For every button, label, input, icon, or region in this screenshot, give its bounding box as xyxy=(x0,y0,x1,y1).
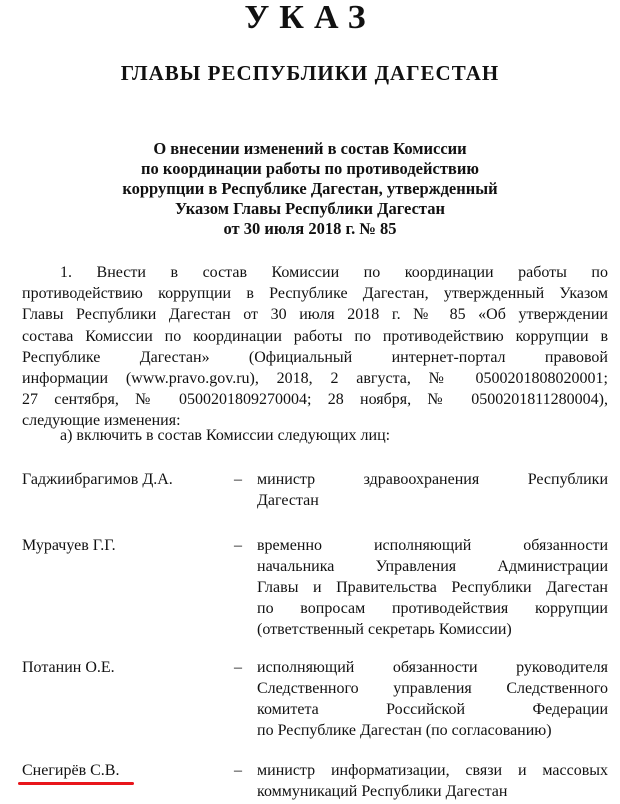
member-description-line: коммуникаций Республики Дагестан xyxy=(257,783,508,800)
paragraph-line: 1. Внести в состав Комиссии по координации работы по xyxy=(60,264,608,281)
member-description-line: по Республике Дагестан (по согласованию) xyxy=(257,722,552,739)
member-name: Потанин О.Е. xyxy=(22,659,115,676)
member-description-line: по вопросам противодействия коррупции xyxy=(257,600,608,617)
paragraph-line: следующие изменения: xyxy=(22,412,181,430)
member-description-line: Следственного управления Следственного xyxy=(257,680,608,697)
paragraph-line: противодействию коррупции в Республике Дагестан, утвержденный Указом xyxy=(22,285,608,303)
member-description xyxy=(257,657,608,741)
member-description-line: начальника Управления Администрации xyxy=(257,558,608,575)
paragraph-1 xyxy=(22,262,608,432)
member-description xyxy=(257,760,608,802)
paragraph-line: информации (www.pravo.gov.ru), 2018, 2 августа, № 0500201808020001; xyxy=(22,370,608,388)
member-name: Гаджиибрагимов Д.А. xyxy=(22,471,173,488)
member-name: Мурачуев Г.Г. xyxy=(22,537,116,554)
paragraph-line: Республике Дагестан» (Официальный интернет-портал правовой xyxy=(22,348,608,366)
heading-line: коррупции в Республике Дагестан, утвержденный xyxy=(122,179,498,198)
member-description-line: министр здравоохранения Республики xyxy=(257,471,608,488)
heading-line: от 30 июля 2018 г. № 85 xyxy=(223,219,397,238)
member-description-line: временно исполняющий обязанности xyxy=(257,537,608,554)
issuer-title: ГЛАВЫ РЕСПУБЛИКИ ДАГЕСТАН xyxy=(120,61,500,85)
paragraph-line: состава Комиссии по координации работы по противодействию коррупции в xyxy=(22,327,608,345)
red-underline-highlight xyxy=(18,782,134,785)
member-description-line: исполняющий обязанности руководителя xyxy=(257,659,608,676)
member-dash: – xyxy=(234,659,242,676)
member-dash: – xyxy=(234,471,242,488)
member-description-line: министр информатизации, связи и массовых xyxy=(257,762,608,779)
member-description xyxy=(257,469,608,511)
decree-heading xyxy=(60,139,560,239)
member-description xyxy=(257,535,608,640)
paragraph-line: Главы Республики Дагестан от 30 июля 2018 г. № 85 «Об утверждении xyxy=(22,306,608,324)
member-description-line: Дагестан xyxy=(257,492,319,509)
member-description-line: (ответственный секретарь Комиссии) xyxy=(257,621,512,638)
member-description-line: Главы и Правительства Республики Дагестан xyxy=(257,579,608,596)
member-name: Снегирёв С.В. xyxy=(22,762,120,779)
member-description-line: комитета Российской Федерации xyxy=(257,701,608,718)
subitem-a: а) включить в состав Комиссии следующих лиц: xyxy=(60,427,391,444)
heading-line: Указом Главы Республики Дагестан xyxy=(175,199,445,218)
heading-line: по координации работы по противодействию xyxy=(141,159,479,178)
member-dash: – xyxy=(234,762,242,779)
heading-line: О внесении изменений в состав Комиссии xyxy=(153,139,467,158)
document-type-title: УКАЗ xyxy=(244,0,376,36)
member-dash: – xyxy=(234,537,242,554)
paragraph-line: 27 сентября, № 0500201809270004; 28 ноября, № 0500201811280004), xyxy=(22,391,608,409)
